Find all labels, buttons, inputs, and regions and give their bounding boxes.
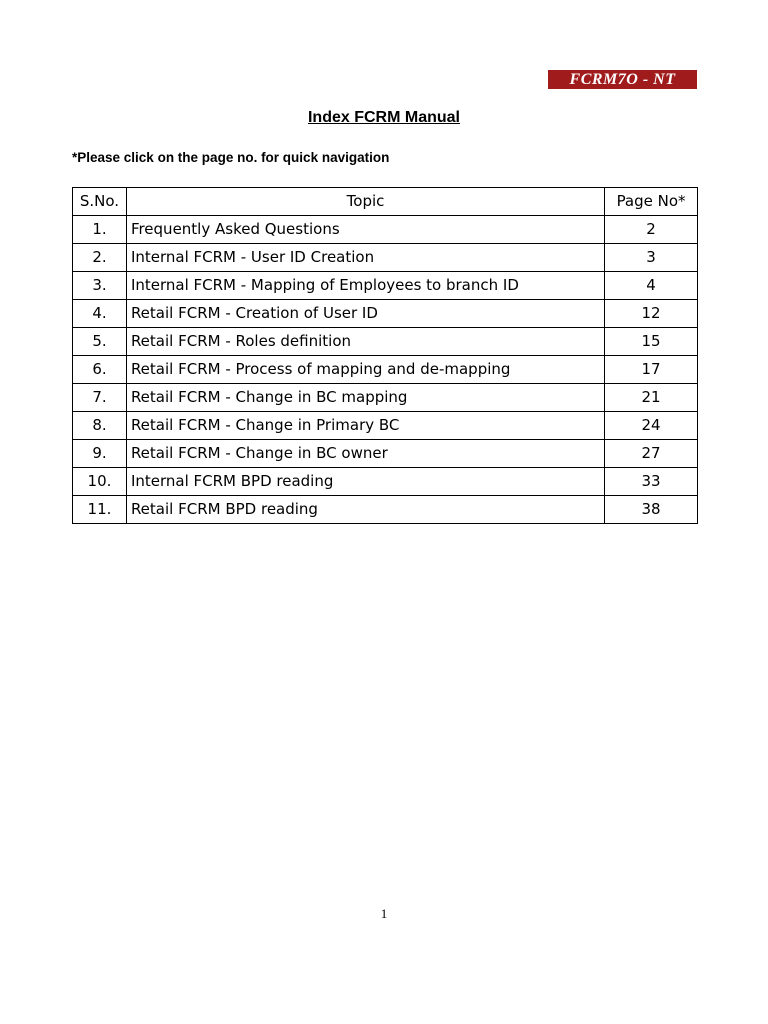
table-row: [73, 244, 698, 272]
table-row: [73, 496, 698, 524]
table-row: [73, 412, 698, 440]
row-sno: 1.: [73, 216, 127, 244]
row-page-link[interactable]: 27: [605, 440, 698, 468]
row-topic: Retail FCRM - Change in BC mapping: [126, 384, 604, 412]
row-sno: 10.: [73, 468, 127, 496]
row-topic: Retail FCRM - Roles definition: [126, 328, 604, 356]
row-page-link[interactable]: 21: [605, 384, 698, 412]
row-page-link[interactable]: 17: [605, 356, 698, 384]
row-page-link[interactable]: 24: [605, 412, 698, 440]
header-topic: Topic: [126, 188, 604, 216]
row-topic: Retail FCRM BPD reading: [126, 496, 604, 524]
row-page-link[interactable]: 38: [605, 496, 698, 524]
row-sno: 2.: [73, 244, 127, 272]
table-row: [73, 468, 698, 496]
row-sno: 6.: [73, 356, 127, 384]
row-topic: Internal FCRM - Mapping of Employees to branch ID: [126, 272, 604, 300]
row-topic: Frequently Asked Questions: [126, 216, 604, 244]
row-sno: 11.: [73, 496, 127, 524]
table-row: [73, 216, 698, 244]
row-page-link[interactable]: 15: [605, 328, 698, 356]
row-page-link[interactable]: 33: [605, 468, 698, 496]
row-topic: Retail FCRM - Change in BC owner: [126, 440, 604, 468]
header-page-no: Page No*: [605, 188, 698, 216]
table-row: [73, 272, 698, 300]
row-page-link[interactable]: 2: [605, 216, 698, 244]
table-row: [73, 328, 698, 356]
row-topic: Internal FCRM BPD reading: [126, 468, 604, 496]
row-sno: 8.: [73, 412, 127, 440]
document-title: Index FCRM Manual: [307, 109, 460, 126]
table-row: [73, 300, 698, 328]
row-topic: Retail FCRM - Creation of User ID: [126, 300, 604, 328]
navigation-note: *Please click on the page no. for quick navigation: [72, 150, 390, 165]
row-sno: 4.: [73, 300, 127, 328]
index-table: [72, 187, 698, 524]
row-page-link[interactable]: 4: [605, 272, 698, 300]
row-sno: 3.: [73, 272, 127, 300]
table-row: [73, 384, 698, 412]
header-sno: S.No.: [73, 188, 127, 216]
row-sno: 5.: [73, 328, 127, 356]
table-header-row: [73, 188, 698, 216]
row-topic: Retail FCRM - Change in Primary BC: [126, 412, 604, 440]
row-topic: Retail FCRM - Process of mapping and de-mapping: [126, 356, 604, 384]
row-sno: 7.: [73, 384, 127, 412]
row-page-link[interactable]: 3: [605, 244, 698, 272]
row-sno: 9.: [73, 440, 127, 468]
fcrm-logo: FCRM7O - NT: [548, 70, 697, 89]
row-topic: Internal FCRM - User ID Creation: [126, 244, 604, 272]
table-row: [73, 440, 698, 468]
table-row: [73, 356, 698, 384]
row-page-link[interactable]: 12: [605, 300, 698, 328]
page-number: 1: [380, 906, 388, 921]
